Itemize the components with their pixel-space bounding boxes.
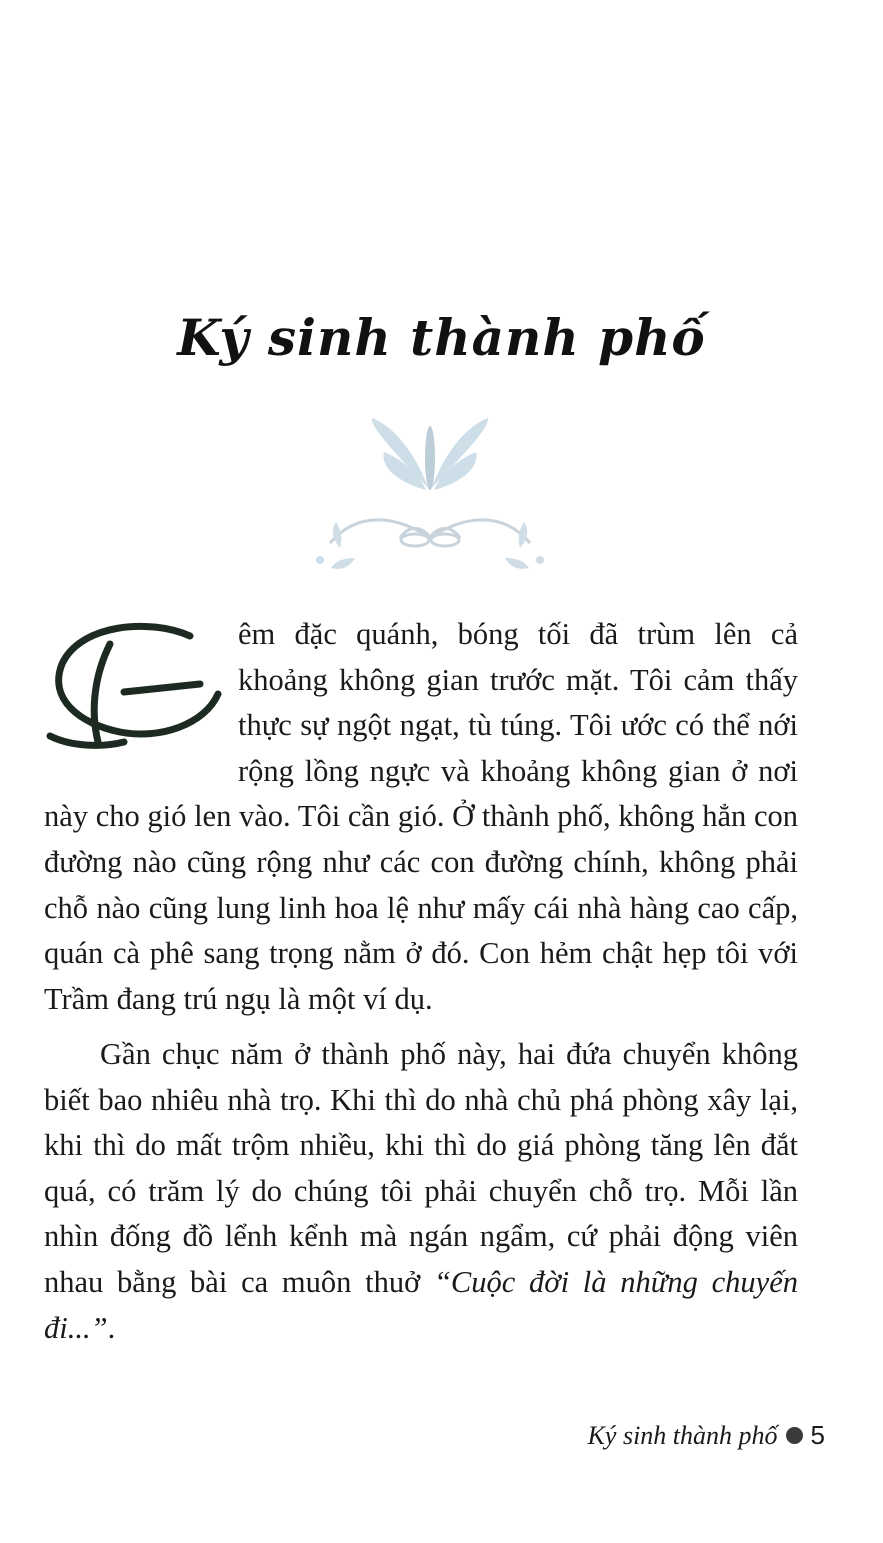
drop-cap-swash-icon	[40, 614, 232, 754]
paragraph-2	[44, 1032, 798, 1351]
paragraph-1	[44, 612, 798, 1022]
paragraph-2-end: .	[107, 1310, 116, 1345]
paragraph-2-text: Gần chục năm ở thành phố này, hai đứa chuyển không biết bao nhiêu nhà trọ. Khi thì do nhà chủ phá phòng xây lại, khi thì do mất trộm nhiều, khi thì do giá phòng tăng lên đắt quá, có trăm lý do chúng tôi phải chuyển chỗ trọ. Mỗi lần nhìn đống đồ lểnh kểnh mà ngán ngẩm, cứ phải động viên nhau bằng bài ca muôn thuở	[44, 1037, 798, 1299]
bullet-icon	[786, 1427, 803, 1444]
quoted-song: “Cuộc đời là những chuyến đi...”	[44, 1264, 798, 1345]
drop-cap	[40, 614, 232, 750]
page-number: 5	[810, 1420, 825, 1450]
paragraph-1-text: êm đặc quánh, bóng tối đã trùm lên cả khoảng không gian trước mặt. Tôi cảm thấy thực sự ngột ngạt, tù túng. Tôi ước có thể nới rộng lồng ngực và khoảng không gian ở nơi này cho gió len vào. Tôi cần gió. Ở thành phố, không hẳn con đường nào cũng rộng như các con đường chính, không phải chỗ nào cũng lung linh hoa lệ như mấy cái nhà hàng cao cấp, quán cà phê sang trọng nằm ở đó. Con hẻm chật hẹp tôi với Trầm đang trú ngụ là một ví dụ.	[44, 617, 798, 1016]
chapter-title: Ký sinh thành phố	[177, 308, 706, 367]
page-footer	[588, 1420, 825, 1451]
running-title: Ký sinh thành phố	[587, 1420, 778, 1450]
floral-ornament-icon	[300, 388, 560, 588]
